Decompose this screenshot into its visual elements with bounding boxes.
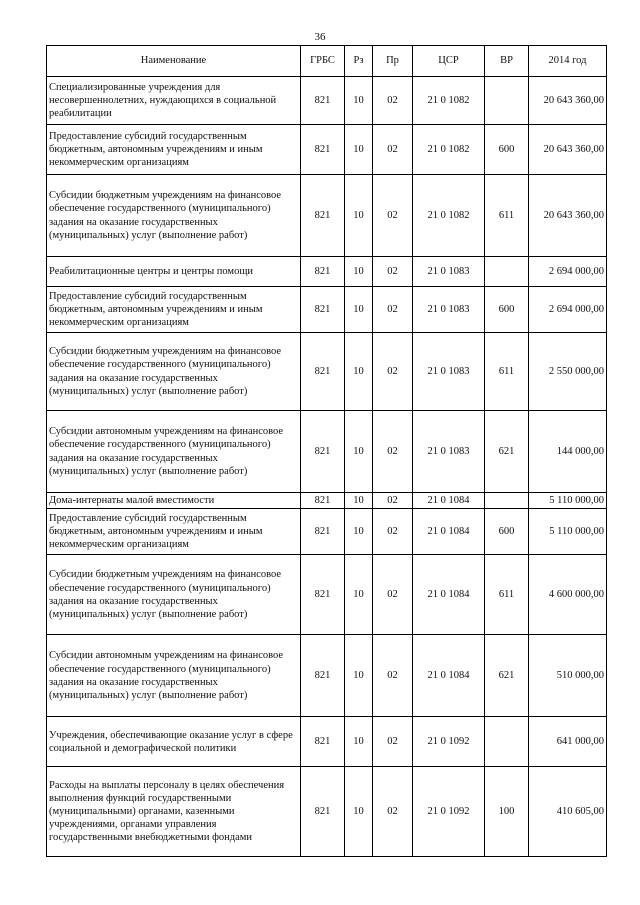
row-name: Субсидии автономным учреждениям на финансовое обеспечение государственного (муниципального) задания на оказание государственных (муниципальных) услуг (выполнение работ) bbox=[47, 635, 301, 717]
row-rz: 10 bbox=[345, 411, 373, 493]
row-amount: 641 000,00 bbox=[529, 717, 607, 767]
row-name: Предоставление субсидий государственным бюджетным, автономным учреждениям и иным некоммерческим организациям bbox=[47, 509, 301, 555]
row-vr: 100 bbox=[485, 767, 529, 857]
row-vr: 611 bbox=[485, 333, 529, 411]
header-amount: 2014 год bbox=[529, 46, 607, 77]
row-pr: 02 bbox=[373, 333, 413, 411]
table-row bbox=[47, 77, 607, 125]
row-amount: 2 550 000,00 bbox=[529, 333, 607, 411]
row-vr: 621 bbox=[485, 635, 529, 717]
row-pr: 02 bbox=[373, 125, 413, 175]
row-rz: 10 bbox=[345, 333, 373, 411]
row-pr: 02 bbox=[373, 493, 413, 509]
table-row bbox=[47, 493, 607, 509]
row-grbs: 821 bbox=[301, 509, 345, 555]
row-amount: 20 643 360,00 bbox=[529, 77, 607, 125]
row-rz: 10 bbox=[345, 77, 373, 125]
row-pr: 02 bbox=[373, 77, 413, 125]
row-name: Расходы на выплаты персоналу в целях обеспечения выполнения функций государственными (муниципальными) органами, казенными учреждениями, органами управления государственными внебюджетными фондами bbox=[47, 767, 301, 857]
budget-table bbox=[46, 45, 607, 857]
row-csr: 21 0 1083 bbox=[413, 411, 485, 493]
row-vr bbox=[485, 717, 529, 767]
row-csr: 21 0 1082 bbox=[413, 175, 485, 257]
table-row bbox=[47, 125, 607, 175]
row-name: Предоставление субсидий государственным бюджетным, автономным учреждениям и иным некоммерческим организациям bbox=[47, 125, 301, 175]
table-row bbox=[47, 767, 607, 857]
row-csr: 21 0 1084 bbox=[413, 555, 485, 635]
row-csr: 21 0 1084 bbox=[413, 493, 485, 509]
row-grbs: 821 bbox=[301, 411, 345, 493]
header-grbs: ГРБС bbox=[301, 46, 345, 77]
row-csr: 21 0 1082 bbox=[413, 125, 485, 175]
table-header-row bbox=[47, 46, 607, 77]
row-amount: 20 643 360,00 bbox=[529, 175, 607, 257]
row-pr: 02 bbox=[373, 257, 413, 287]
row-name: Субсидии автономным учреждениям на финансовое обеспечение государственного (муниципального) задания на оказание государственных (муниципальных) услуг (выполнение работ) bbox=[47, 411, 301, 493]
row-vr: 600 bbox=[485, 125, 529, 175]
row-amount: 5 110 000,00 bbox=[529, 509, 607, 555]
row-pr: 02 bbox=[373, 555, 413, 635]
row-csr: 21 0 1083 bbox=[413, 333, 485, 411]
header-pr: Пр bbox=[373, 46, 413, 77]
row-grbs: 821 bbox=[301, 555, 345, 635]
table-row bbox=[47, 509, 607, 555]
row-rz: 10 bbox=[345, 767, 373, 857]
row-pr: 02 bbox=[373, 635, 413, 717]
row-csr: 21 0 1083 bbox=[413, 287, 485, 333]
row-amount: 2 694 000,00 bbox=[529, 287, 607, 333]
table-row bbox=[47, 257, 607, 287]
table-row bbox=[47, 717, 607, 767]
row-amount: 410 605,00 bbox=[529, 767, 607, 857]
row-grbs: 821 bbox=[301, 287, 345, 333]
row-pr: 02 bbox=[373, 767, 413, 857]
row-vr bbox=[485, 493, 529, 509]
row-amount: 4 600 000,00 bbox=[529, 555, 607, 635]
row-grbs: 821 bbox=[301, 493, 345, 509]
row-grbs: 821 bbox=[301, 77, 345, 125]
row-vr bbox=[485, 257, 529, 287]
row-vr: 611 bbox=[485, 555, 529, 635]
row-vr: 600 bbox=[485, 287, 529, 333]
row-csr: 21 0 1092 bbox=[413, 767, 485, 857]
header-csr: ЦСР bbox=[413, 46, 485, 77]
row-rz: 10 bbox=[345, 175, 373, 257]
row-grbs: 821 bbox=[301, 125, 345, 175]
row-amount: 510 000,00 bbox=[529, 635, 607, 717]
row-name: Предоставление субсидий государственным бюджетным, автономным учреждениям и иным некоммерческим организациям bbox=[47, 287, 301, 333]
table-row bbox=[47, 555, 607, 635]
row-rz: 10 bbox=[345, 287, 373, 333]
row-pr: 02 bbox=[373, 717, 413, 767]
table-row bbox=[47, 635, 607, 717]
row-amount: 20 643 360,00 bbox=[529, 125, 607, 175]
row-vr bbox=[485, 77, 529, 125]
header-name: Наименование bbox=[47, 46, 301, 77]
page-number: 36 bbox=[314, 31, 326, 43]
row-rz: 10 bbox=[345, 509, 373, 555]
row-pr: 02 bbox=[373, 509, 413, 555]
row-grbs: 821 bbox=[301, 175, 345, 257]
row-pr: 02 bbox=[373, 175, 413, 257]
row-rz: 10 bbox=[345, 717, 373, 767]
row-rz: 10 bbox=[345, 125, 373, 175]
row-grbs: 821 bbox=[301, 767, 345, 857]
table-row bbox=[47, 411, 607, 493]
table-row bbox=[47, 175, 607, 257]
row-grbs: 821 bbox=[301, 717, 345, 767]
header-vr: ВР bbox=[485, 46, 529, 77]
row-grbs: 821 bbox=[301, 257, 345, 287]
row-name: Специализированные учреждения для несовершеннолетних, нуждающихся в социальной реабилитации bbox=[47, 77, 301, 125]
table-row bbox=[47, 287, 607, 333]
row-grbs: 821 bbox=[301, 635, 345, 717]
row-vr: 621 bbox=[485, 411, 529, 493]
row-grbs: 821 bbox=[301, 333, 345, 411]
row-csr: 21 0 1082 bbox=[413, 77, 485, 125]
row-name: Субсидии бюджетным учреждениям на финансовое обеспечение государственного (муниципального) задания на оказание государственных (муниципальных) услуг (выполнение работ) bbox=[47, 333, 301, 411]
row-name: Дома-интернаты малой вместимости bbox=[47, 493, 301, 509]
row-rz: 10 bbox=[345, 257, 373, 287]
row-csr: 21 0 1084 bbox=[413, 509, 485, 555]
row-name: Субсидии бюджетным учреждениям на финансовое обеспечение государственного (муниципального) задания на оказание государственных (муниципальных) услуг (выполнение работ) bbox=[47, 175, 301, 257]
row-csr: 21 0 1092 bbox=[413, 717, 485, 767]
row-vr: 611 bbox=[485, 175, 529, 257]
row-amount: 5 110 000,00 bbox=[529, 493, 607, 509]
header-rz: Рз bbox=[345, 46, 373, 77]
row-rz: 10 bbox=[345, 493, 373, 509]
row-csr: 21 0 1084 bbox=[413, 635, 485, 717]
row-rz: 10 bbox=[345, 555, 373, 635]
row-pr: 02 bbox=[373, 287, 413, 333]
row-amount: 144 000,00 bbox=[529, 411, 607, 493]
row-amount: 2 694 000,00 bbox=[529, 257, 607, 287]
row-csr: 21 0 1083 bbox=[413, 257, 485, 287]
row-name: Учреждения, обеспечивающие оказание услуг в сфере социальной и демографической политики bbox=[47, 717, 301, 767]
row-name: Реабилитационные центры и центры помощи bbox=[47, 257, 301, 287]
row-rz: 10 bbox=[345, 635, 373, 717]
row-vr: 600 bbox=[485, 509, 529, 555]
row-pr: 02 bbox=[373, 411, 413, 493]
table-row bbox=[47, 333, 607, 411]
row-name: Субсидии бюджетным учреждениям на финансовое обеспечение государственного (муниципального) задания на оказание государственных (муниципальных) услуг (выполнение работ) bbox=[47, 555, 301, 635]
